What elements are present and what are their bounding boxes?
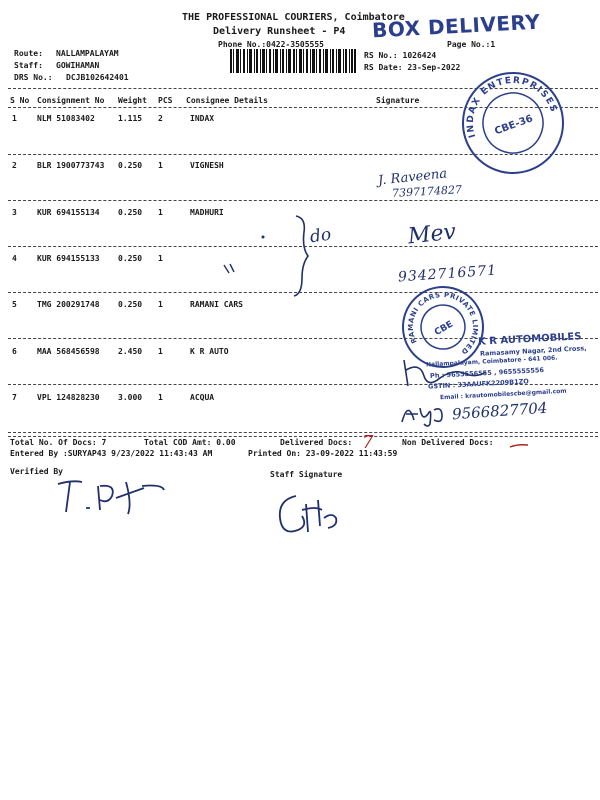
row-sno: 3 bbox=[12, 208, 17, 217]
row-pcs: 1 bbox=[158, 254, 163, 263]
row-consignee: ACQUA bbox=[190, 393, 215, 402]
non-delivered-dash bbox=[508, 442, 530, 450]
drs-label: DRS No.: bbox=[14, 73, 53, 82]
col-weight: Weight bbox=[118, 96, 147, 105]
kr-stamp-line3: Nallampalayam, Coimbatore - 641 006. bbox=[425, 354, 558, 369]
staff-signature bbox=[272, 486, 352, 542]
indax-stamp bbox=[458, 68, 568, 178]
row-pcs: 1 bbox=[158, 393, 163, 402]
row7-phone: 9566827704 bbox=[451, 398, 548, 424]
row-pcs: 1 bbox=[158, 161, 163, 170]
row-consignment: MAA 568456598 bbox=[37, 347, 100, 356]
delivered-docs-count: 7 bbox=[362, 432, 374, 453]
entered-by: Entered By :SURYAP43 9/23/2022 11:43:43 AM bbox=[10, 449, 213, 458]
row-sno: 7 bbox=[12, 393, 17, 402]
rs-number: RS No.: 1026424 bbox=[364, 51, 437, 60]
row-sno: 6 bbox=[12, 347, 17, 356]
brace-mark bbox=[290, 212, 312, 298]
page-number: Page No.:1 bbox=[447, 40, 496, 49]
indax-stamp-center: CBE-36 bbox=[493, 113, 535, 138]
ramani-stamp-center: CBE bbox=[433, 319, 455, 338]
row-pcs: 1 bbox=[158, 347, 163, 356]
tick-mark bbox=[222, 262, 238, 276]
route-value: NALLAMPALAYAM bbox=[56, 49, 119, 58]
col-signature: Signature bbox=[376, 96, 420, 105]
kr-stamp-line1: K R AUTOMOBILES bbox=[477, 331, 582, 348]
row3-signature: Mev bbox=[406, 219, 458, 250]
col-consignment: Consignment No bbox=[37, 96, 105, 105]
printed-on: Printed On: 23-09-2022 11:43:59 bbox=[248, 449, 398, 458]
row4-phone: 9342716571 bbox=[397, 262, 498, 286]
row-consignee: RAMANI CARS bbox=[190, 300, 243, 309]
delivered-docs-label: Delivered Docs: bbox=[280, 438, 353, 447]
row-pcs: 1 bbox=[158, 208, 163, 217]
verified-by-label: Verified By bbox=[10, 467, 63, 476]
row-sno: 4 bbox=[12, 254, 17, 263]
row-weight: 0.250 bbox=[118, 208, 143, 217]
drs-value: DCJB102642401 bbox=[66, 73, 129, 82]
total-cod: Total COD Amt: 0.00 bbox=[144, 438, 236, 447]
footer-divider bbox=[8, 432, 598, 437]
row-sno: 5 bbox=[12, 300, 17, 309]
row-consignment: VPL 124828230 bbox=[37, 393, 100, 402]
row-consignment: NLM 51083402 bbox=[37, 114, 95, 123]
row-consignee: K R AUTO bbox=[190, 347, 229, 356]
kr-stamp-line6: Email : krautomobilescbe@gmail.com bbox=[439, 387, 567, 402]
row-sno: 1 bbox=[12, 114, 17, 123]
ramani-stamp-text: RAMANI CARS PRIVATE LIMITED bbox=[406, 290, 480, 356]
ink-dot bbox=[258, 232, 268, 242]
phone-number: Phone No.:0422-3505555 bbox=[218, 40, 324, 49]
route-label: Route: bbox=[14, 49, 43, 58]
box-delivery-stamp: BOX DELIVERY bbox=[371, 9, 541, 43]
row-weight: 1.115 bbox=[118, 114, 143, 123]
row-weight: 0.250 bbox=[118, 161, 143, 170]
kr-stamp-line4: Ph : 9655556555 , 9655555556 bbox=[429, 366, 545, 380]
row2-receiver-name: J. Raveena bbox=[377, 166, 448, 189]
row3-ditto-mark: do bbox=[308, 224, 333, 248]
row-weight: 2.450 bbox=[118, 347, 143, 356]
indax-stamp-text: INDAX ENTERPRISES bbox=[465, 75, 559, 139]
row-consignee: MADHURI bbox=[190, 208, 224, 217]
row-divider bbox=[8, 200, 598, 201]
verified-signature bbox=[52, 474, 172, 518]
row-consignment: KUR 694155134 bbox=[37, 208, 100, 217]
col-consignee: Consignee Details bbox=[186, 96, 268, 105]
runsheet-title: Delivery Runsheet - P4 bbox=[213, 26, 346, 37]
row7-signature bbox=[398, 398, 448, 428]
row-consignee: INDAX bbox=[190, 114, 215, 123]
kr-stamp-line2: Ramasamy Nagar, 2nd Cross, bbox=[479, 344, 587, 358]
row-pcs: 1 bbox=[158, 300, 163, 309]
row-weight: 0.250 bbox=[118, 300, 143, 309]
row-sno: 2 bbox=[12, 161, 17, 170]
staff-label: Staff: bbox=[14, 61, 43, 70]
staff-signature-label: Staff Signature bbox=[270, 470, 343, 479]
row-pcs: 2 bbox=[158, 114, 163, 123]
row-weight: 0.250 bbox=[118, 254, 143, 263]
row6-signature bbox=[400, 352, 490, 392]
non-delivered-docs-label: Non Delivered Docs: bbox=[402, 438, 494, 447]
kr-stamp-line5: GSTIN : 33AAUFK2209B1ZO bbox=[427, 377, 530, 391]
col-pcs: PCS bbox=[158, 96, 173, 105]
company-title: THE PROFESSIONAL COURIERS, Coimbatore bbox=[182, 12, 405, 23]
total-docs: Total No. Of Docs: 7 bbox=[10, 438, 107, 447]
row-weight: 3.000 bbox=[118, 393, 143, 402]
row-consignee: VIGNESH bbox=[190, 161, 224, 170]
row2-phone: 7397174827 bbox=[391, 183, 463, 200]
rs-date: RS Date: 23-Sep-2022 bbox=[364, 63, 461, 72]
row-consignment: KUR 694155133 bbox=[37, 254, 100, 263]
barcode bbox=[230, 49, 356, 73]
staff-value: GOWIHAMAN bbox=[56, 61, 100, 70]
col-sno: S No bbox=[10, 96, 30, 105]
row-consignment: TMG 200291748 bbox=[37, 300, 100, 309]
row-consignment: BLR 1900773743 bbox=[37, 161, 105, 170]
